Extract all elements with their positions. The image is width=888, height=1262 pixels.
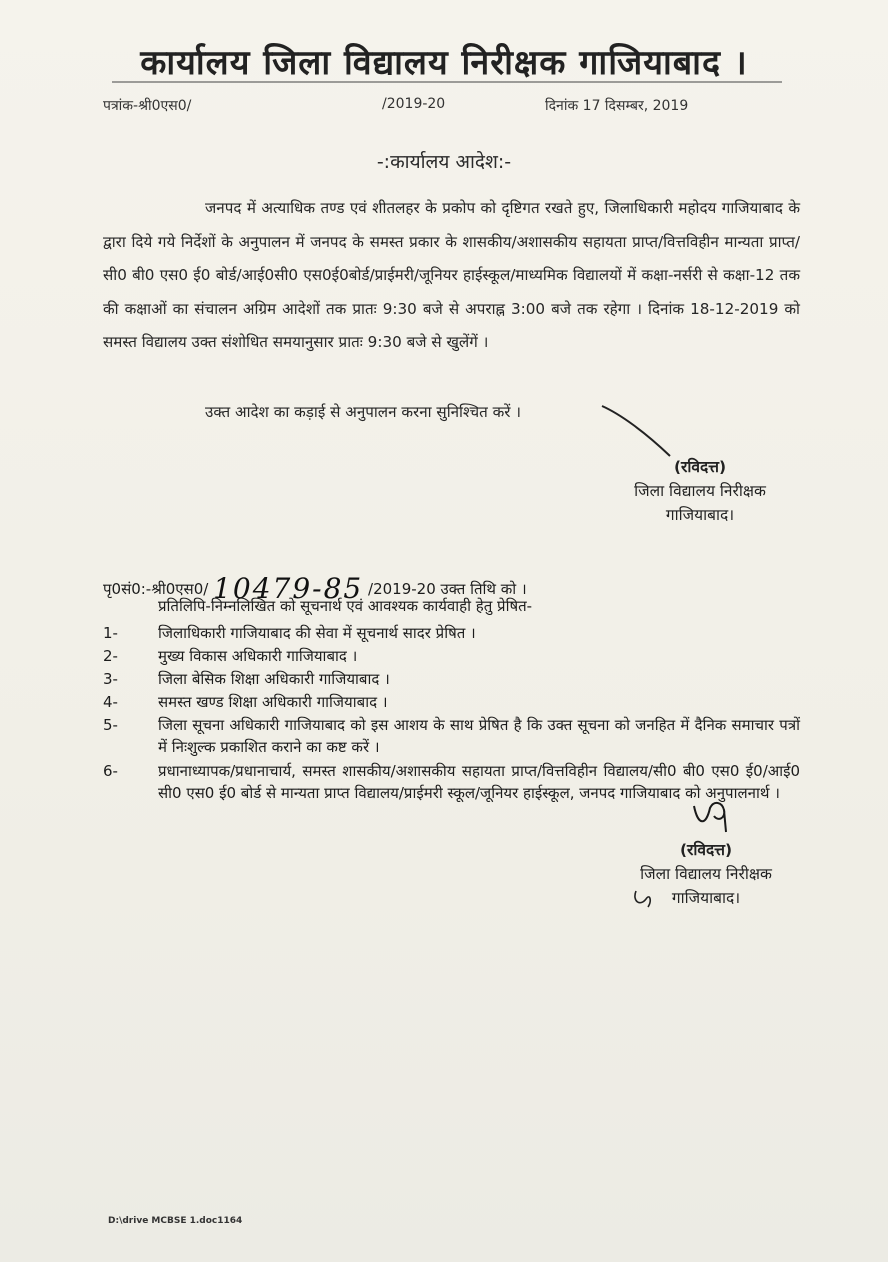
signatory-name: (रविदत्त) bbox=[679, 841, 733, 859]
office-title: कार्यालय जिला विद्यालय निरीक्षक गाजियाबाद । bbox=[140, 43, 748, 83]
reference-year: /2019-20 bbox=[382, 96, 446, 112]
list-item-text: प्रधानाध्यापक/प्रधानाचार्य, समस्त शासकीय/अशासकीय सहायता प्राप्त/वित्तविहीन विद्यालय/सी0 बी0 एस0 ई0/आई0 सी0 एस0 ई0 बोर्ड से मान्यता प्राप्त विद्यालय/प्राईमरी स्कूल/जूनियर हाईस्कूल, जनपद गाजियाबाद को अनुपालनार्थ । bbox=[158, 762, 800, 802]
signatory-designation: जिला विद्यालय निरीक्षक bbox=[640, 865, 772, 883]
list-item bbox=[103, 691, 800, 713]
small-signature-mark bbox=[632, 887, 654, 909]
compliance-paragraph bbox=[103, 396, 800, 430]
list-item-number: 1- bbox=[103, 624, 118, 642]
file-path: D:\drive MCBSE 1.doc1164 bbox=[108, 1216, 243, 1226]
signatory-name: (रविदत्त) bbox=[673, 458, 727, 476]
list-item-number: 5- bbox=[103, 716, 118, 734]
initials-signature bbox=[688, 796, 748, 836]
list-item-number: 2- bbox=[103, 647, 118, 665]
signature-block-1 bbox=[600, 455, 800, 527]
list-item-text: समस्त खण्ड शिक्षा अधिकारी गाजियाबाद । bbox=[158, 693, 388, 711]
signatory-place: गाजियाबाद। bbox=[671, 889, 741, 907]
order-title: -:कार्यालय आदेश:- bbox=[376, 151, 512, 173]
signatory-place: गाजियाबाद। bbox=[665, 506, 735, 524]
order-paragraph bbox=[103, 192, 800, 360]
list-item bbox=[103, 668, 800, 690]
copy-intro: प्रतिलिपि-निम्नलिखित को सूचनार्थ एवं आवश्यक कार्यवाही हेतु प्रेषित- bbox=[158, 597, 533, 615]
reference-number: पत्रांक-श्री0एस0/ bbox=[103, 98, 192, 114]
list-item-text: जिला सूचना अधिकारी गाजियाबाद को इस आशय के साथ प्रेषित है कि उक्त सूचना को जनहित में दैनिक समाचार पत्रों में निःशुल्क प्रकाशित कराने का कष्ट करें । bbox=[158, 716, 800, 756]
compliance-paragraph-text: उक्त आदेश का कड़ाई से अनुपालन करना सुनिश्चित करें । bbox=[205, 403, 522, 421]
list-item bbox=[103, 714, 800, 758]
list-item-number: 4- bbox=[103, 693, 118, 711]
list-item-number: 6- bbox=[103, 762, 118, 780]
list-item-text: मुख्य विकास अधिकारी गाजियाबाद । bbox=[158, 647, 358, 665]
copy-ref-suffix: /2019-20 उक्त तिथि को । bbox=[368, 580, 527, 598]
list-item bbox=[103, 622, 800, 644]
handwritten-dispatch-number: 10479-85 bbox=[213, 572, 364, 605]
list-item-text: जिलाधिकारी गाजियाबाद की सेवा में सूचनार्थ सादर प्रेषित । bbox=[158, 624, 476, 642]
list-item-number: 3- bbox=[103, 670, 118, 688]
list-item bbox=[103, 645, 800, 667]
copy-ref-prefix: पृ0सं0:-श्री0एस0/ bbox=[103, 580, 209, 598]
order-paragraph-text: जनपद में अत्याधिक तण्ड एवं शीतलहर के प्रकोप को दृष्टिगत रखते हुए, जिलाधिकारी महोदय गाजियाबाद के द्वारा दिये गये निर्देशों के अनुपालन में जनपद के समस्त प्रकार के शासकीय/अशासकीय सहायता प्राप्त/वित्तविहीन मान्यता प्राप्त/सी0 बी0 एस0 ई0 बोर्ड/आई0सी0 एस0ई0बोर्ड/प्राईमरी/जूनियर हाईस्कूल/माध्यमिक विद्यालयों में कक्षा-नर्सरी से कक्षा-12 तक की कक्षाओं का संचालन अग्रिम आदेशों तक प्रातः 9:30 बजे से अपराह्न 3:00 बजे तक रहेगा । दिनांक 18-12-2019 को समस्त विद्यालय उक्त संशोधित समयानुसार प्रातः 9:30 बजे से खुलेंगें । bbox=[103, 199, 800, 351]
list-item-text: जिला बेसिक शिक्षा अधिकारी गाजियाबाद । bbox=[158, 670, 390, 688]
title-underline bbox=[112, 80, 782, 84]
signatory-designation: जिला विद्यालय निरीक्षक bbox=[634, 482, 766, 500]
order-date: दिनांक 17 दिसम्बर, 2019 bbox=[545, 98, 689, 114]
